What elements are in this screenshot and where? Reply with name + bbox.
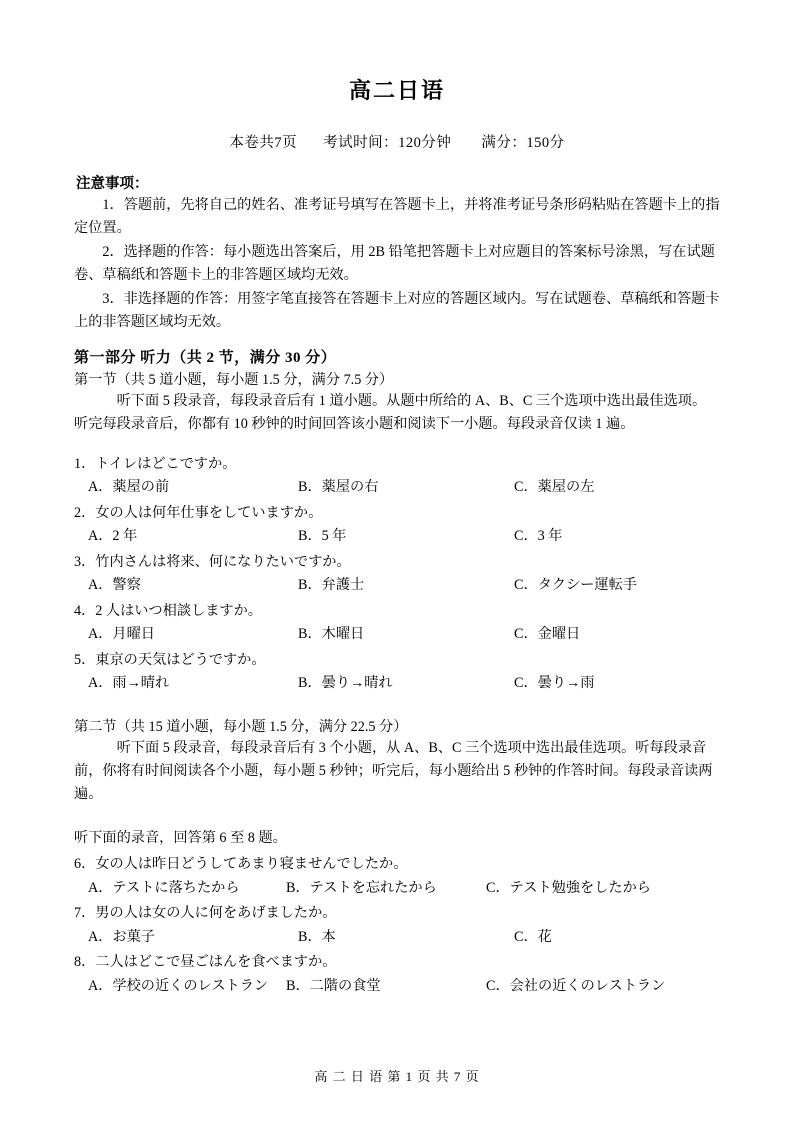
question-7 <box>74 902 720 948</box>
part1-section1-heading: 第一节（共 5 道小题，每小题 1.5 分，满分 7.5 分） <box>74 372 394 388</box>
question-options <box>74 975 720 997</box>
question-options <box>74 525 720 547</box>
option-c[interactable]: C．金曜日 <box>514 626 581 643</box>
option-b[interactable]: B．曇り→晴れ <box>298 674 393 691</box>
part1-section2-instruction: 听下面 5 段录音，每段录音后有 3 个小题，从 A、B、C 三个选项中选出最佳选项。听每段录音前，你将有时间阅读各个小题，每小题 5 秒钟；听完后，每小题给出 5 秒钟的作答时间。每段录音读两遍。 <box>74 740 713 803</box>
option-a[interactable]: A．警察 <box>88 577 141 594</box>
page-footer: 高 二 日 语 第 1 页 共 7 页 <box>314 1069 480 1084</box>
question-4 <box>74 600 720 646</box>
option-c[interactable]: C．テスト勉強をしたから <box>486 879 651 896</box>
notice-item-1: 1．答题前，先将自己的姓名、准考证号填写在答题卡上，并将准考证号条形码粘贴在答题卡上的指定位置。 <box>74 197 720 236</box>
question-stem: 1．トイレはどこですか。 <box>74 456 237 472</box>
question-options <box>74 623 720 645</box>
listening-group-label: 听下面的录音，回答第 6 至 8 题。 <box>74 830 287 847</box>
question-5 <box>74 649 720 695</box>
option-a[interactable]: A．薬屋の前 <box>88 479 170 496</box>
option-a[interactable]: A．テストに落ちたから <box>88 879 240 896</box>
option-b[interactable]: B．5 年 <box>298 528 347 545</box>
option-b[interactable]: B．弁護士 <box>298 577 365 594</box>
question-options <box>74 877 720 899</box>
option-a[interactable]: A．お菓子 <box>88 928 155 945</box>
question-stem: 5．東京の天気はどうですか。 <box>74 651 266 668</box>
question-1 <box>74 453 720 499</box>
question-stem: 2．女の人は何年仕事をしていますか。 <box>74 504 323 521</box>
option-c[interactable]: C．薬屋の左 <box>514 479 595 496</box>
question-options <box>74 926 720 948</box>
part1-section2-heading: 第二节（共 15 道小题，每小题 1.5 分，满分 22.5 分） <box>74 719 408 736</box>
option-b[interactable]: B．二階の食堂 <box>286 977 381 994</box>
question-stem: 6．女の人は昨日どうしてあまり寝ませんでしたか。 <box>74 856 408 873</box>
option-c[interactable]: C．タクシー運転手 <box>514 577 637 594</box>
exam-meta <box>74 131 720 152</box>
option-c[interactable]: C．3 年 <box>514 528 563 545</box>
option-b[interactable]: B．テストを忘れたから <box>286 879 437 896</box>
exam-pages: 本卷共7页 <box>229 135 298 151</box>
question-options <box>74 672 720 694</box>
exam-time: 考试时间：120分钟 <box>323 135 452 151</box>
option-b[interactable]: B．薬屋の右 <box>298 479 379 496</box>
part1-heading: 第一部分 听力（共 2 节，满分 30 分） <box>74 350 337 366</box>
question-6 <box>74 853 720 899</box>
notice-heading: 注意事项： <box>76 176 149 192</box>
page-title: 高二日语 <box>348 78 445 103</box>
question-3 <box>74 551 720 597</box>
option-b[interactable]: B．本 <box>298 928 336 945</box>
option-a[interactable]: A．2 年 <box>88 528 138 545</box>
part1-section1-instruction: 听下面 5 段录音，每段录音后有 1 道小题。从题中所给的 A、B、C 三个选项中选出最佳选项。听完每段录音后，你都有 10 秒钟的时间回答该小题和阅读下一小题。每段录音仅读 1 遍。 <box>74 393 707 432</box>
option-a[interactable]: A．学校の近くのレストラン <box>88 977 269 994</box>
question-stem: 8．二人はどこで昼ごはんを食べますか。 <box>74 954 337 971</box>
question-stem: 3．竹内さんは将来、何になりたいですか。 <box>74 553 351 570</box>
notice-item-2: 2．选择题的作答：每小题选出答案后，用 2B 铅笔把答题卡上对应题目的答案标号涂黑，写在试题卷、草稿纸和答题卡上的非答题区域均无效。 <box>74 244 715 283</box>
question-stem: 4．2 人はいつ相談しますか。 <box>74 602 262 619</box>
option-c[interactable]: C．会社の近くのレストラン <box>486 977 666 994</box>
option-a[interactable]: A．雨→晴れ <box>88 674 170 691</box>
option-a[interactable]: A．月曜日 <box>88 626 155 643</box>
exam-score: 满分：150分 <box>481 135 565 151</box>
notice-item-3: 3．非选择题的作答：用签字笔直接答在答题卡上对应的答题区域内。写在试题卷、草稿纸和答题卡上的非答题区域均无效。 <box>74 291 720 330</box>
question-8 <box>74 951 720 997</box>
question-2 <box>74 502 720 548</box>
option-c[interactable]: C．花 <box>514 928 552 945</box>
option-b[interactable]: B．木曜日 <box>298 626 365 643</box>
question-options <box>74 574 720 596</box>
question-stem: 7．男の人は女の人に何をあげましたか。 <box>74 905 337 922</box>
option-c[interactable]: C．曇り→雨 <box>514 674 595 691</box>
question-options <box>74 476 720 498</box>
